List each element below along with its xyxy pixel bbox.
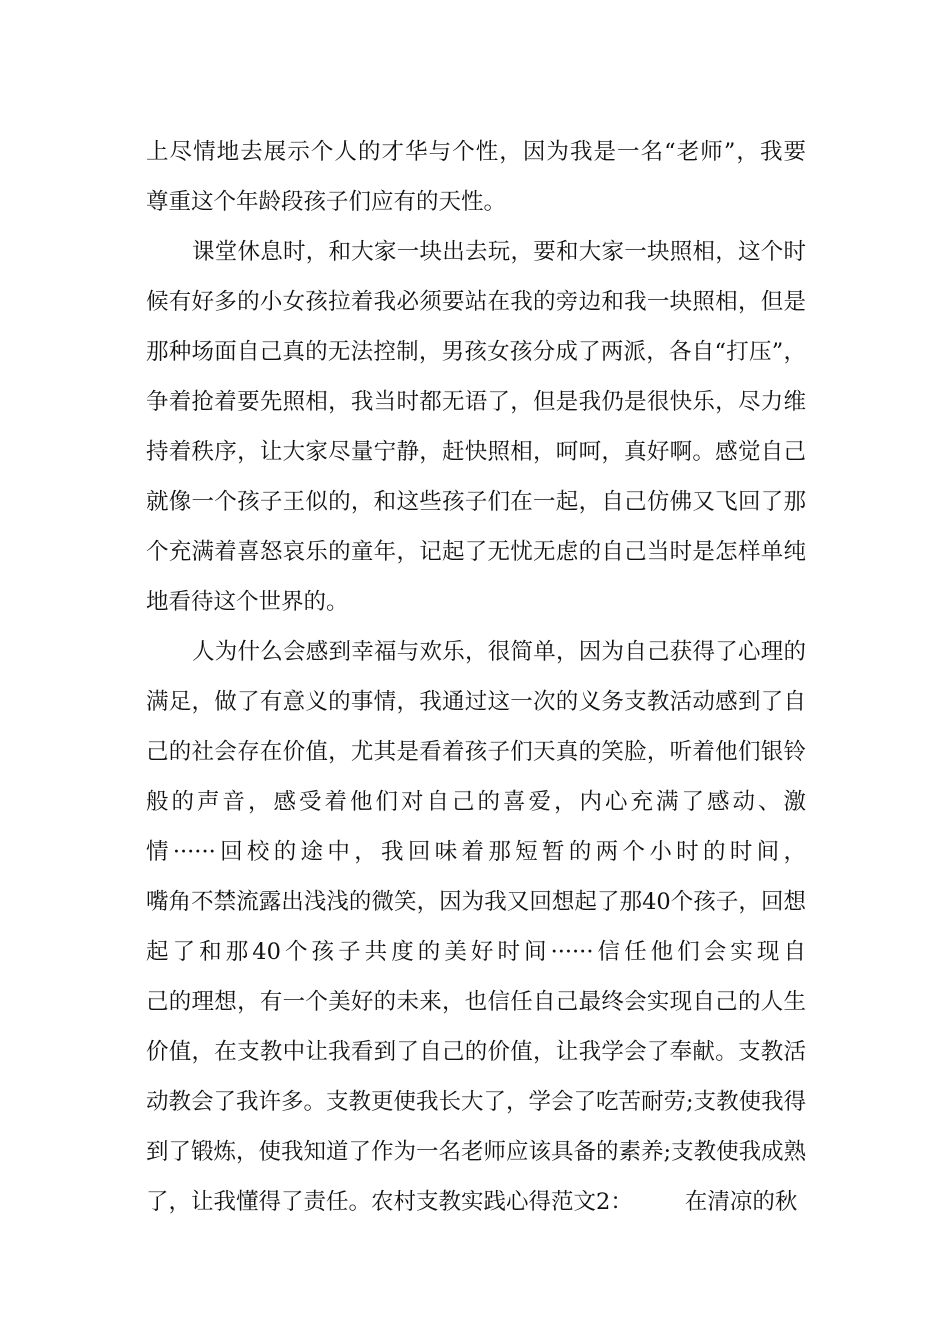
text-line: 课堂休息时，和大家一块出去玩，要和大家一块照相，这个时 [192, 239, 806, 265]
text-line: 上尽情地去展示个人的才华与个性，因为我是一名“老师”，我要 [146, 139, 806, 165]
text-line: 情······回校的途中，我回味着那短暂的两个小时的时间， [146, 839, 806, 865]
text-line: 嘴角不禁流露出浅浅的微笑，因为我又回想起了那40个孩子，回想 [146, 889, 806, 915]
text-line: 己的理想，有一个美好的未来，也信任自己最终会实现自己的人生 [146, 989, 806, 1015]
text-line: 那种场面自己真的无法控制，男孩女孩分成了两派，各自“打压”， [146, 339, 806, 365]
text-line: 起了和那40个孩子共度的美好时间······信任他们会实现自 [146, 939, 806, 965]
text-line: 尊重这个年龄段孩子们应有的天性。 [146, 189, 507, 215]
text-line: 人为什么会感到幸福与欢乐，很简单，因为自己获得了心理的 [192, 639, 806, 665]
text-line: 持着秩序，让大家尽量宁静，赶快照相，呵呵，真好啊。感觉自己 [146, 439, 806, 465]
text-line: 价值，在支教中让我看到了自己的价值，让我学会了奉献。支教活 [146, 1039, 806, 1065]
document-body [146, 127, 806, 1227]
text-line: 个充满着喜怒哀乐的童年，记起了无忧无虑的自己当时是怎样单纯 [146, 539, 806, 565]
text-line: 般的声音，感受着他们对自己的喜爱，内心充满了感动、激 [146, 789, 806, 815]
text-line: 到了锻炼，使我知道了作为一名老师应该具备的素养;支教使我成熟 [146, 1139, 807, 1165]
text-line: 动教会了我许多。支教更使我长大了，学会了吃苦耐劳;支教使我得 [146, 1089, 807, 1115]
trailing-text: 在清凉的秋 [684, 1189, 798, 1215]
text-line: 争着抢着要先照相，我当时都无语了，但是我仍是很快乐，尽力维 [146, 389, 806, 415]
text-line: 己的社会存在价值，尤其是看着孩子们天真的笑脸，听着他们银铃 [146, 739, 806, 765]
text-line: 地看待这个世界的。 [146, 589, 349, 615]
text-line: 就像一个孩子王似的，和这些孩子们在一起，自己仿佛又飞回了那 [146, 489, 806, 515]
text-line-final [146, 1177, 806, 1227]
text-line-content: 了，让我懂得了责任。农村支教实践心得范文2： [146, 1189, 633, 1215]
text-line: 满足，做了有意义的事情，我通过这一次的义务支教活动感到了自 [146, 689, 806, 715]
text-line: 候有好多的小女孩拉着我必须要站在我的旁边和我一块照相，但是 [146, 289, 806, 315]
